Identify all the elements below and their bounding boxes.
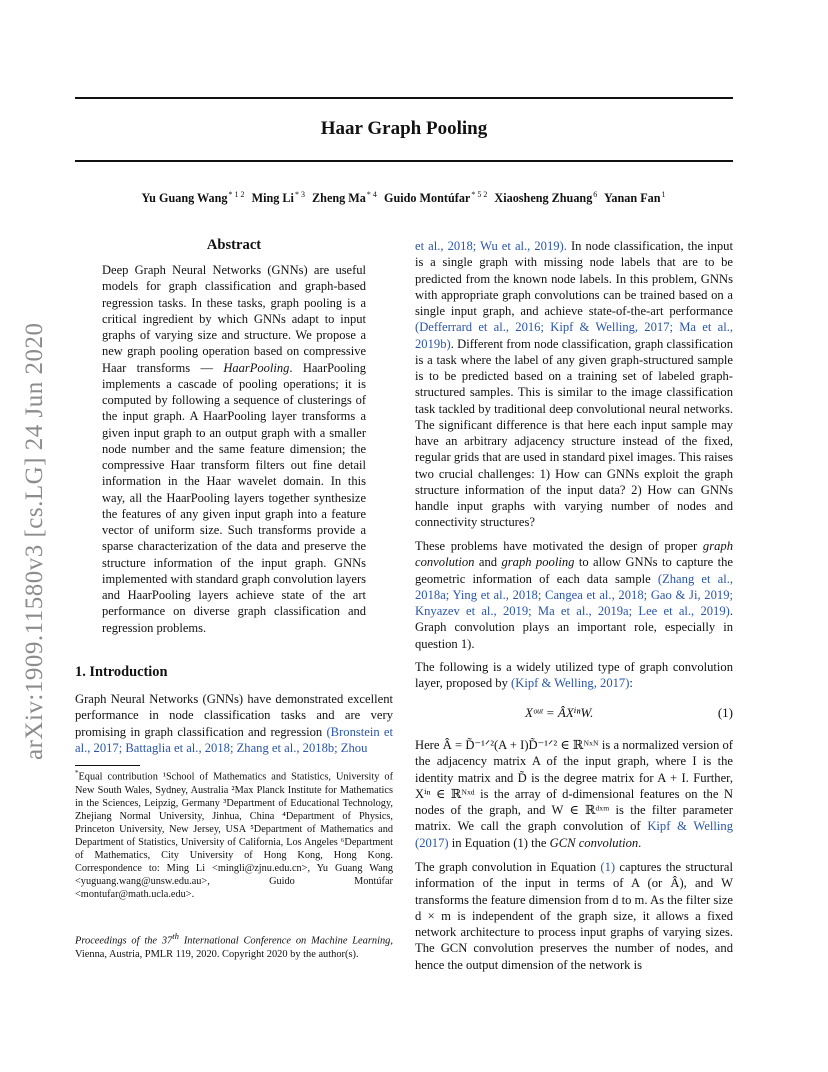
title-top-rule — [75, 97, 733, 99]
right-paragraph-1 — [415, 238, 733, 531]
right-paragraph-2 — [415, 538, 733, 652]
author-name: Zheng Ma — [312, 191, 366, 206]
emphasis: graph pooling — [501, 555, 575, 570]
proceedings-sup: th — [172, 931, 179, 941]
affiliation-footnote — [75, 767, 393, 901]
arxiv-stamp: arXiv:1909.11580v3 [cs.LG] 24 Jun 2020 — [21, 322, 48, 760]
abstract-emphasis: HaarPooling — [223, 360, 290, 375]
paragraph-text: : — [629, 676, 633, 691]
paragraph-text: in Equation (1) the — [448, 835, 550, 850]
footnote-text: Equal contribution ¹School of Mathematics and Statistics, University of New South Wales, Sydney, Australia ²Max Planck Institute for Mathematics in the Sciences, Leipzig, Germany ³Department of Educational Technology, Zhejiang Normal University, Jinhua, China ⁴Department of Physics, Princeton University, New Jersey, USA ⁵Department of Mathematics and Department of Statistics, University of California, Los Angeles ⁶Department of Mathematics, City University of Hong Kong, Hong Kong. Correspondence to: Ming Li <mingli@zjnu.edu.cn>, Yu Guang Wang <yuguang.wang@unsw.edu.au>, Guido Montúfar <montufar@math.ucla.edu>. — [75, 771, 393, 901]
paragraph-text: These problems have motivated the design of proper — [415, 539, 703, 553]
right-paragraph-4 — [415, 737, 733, 851]
emphasis: graph convolution — [415, 539, 733, 570]
author-name: Xiaosheng Zhuang — [494, 191, 593, 206]
equation-1 — [415, 705, 733, 725]
proceedings-note — [75, 930, 393, 961]
title-bottom-rule — [75, 160, 733, 162]
paragraph-text: Graph Neural Networks (GNNs) have demonstrated excellent performance in node classification tasks and are very promising in graph classification and regression — [75, 692, 393, 739]
equation-reference-link[interactable]: (1) — [600, 860, 616, 874]
section-heading-introduction: 1. Introduction — [75, 664, 168, 680]
emphasis: GCN convolution — [549, 835, 639, 850]
paragraph-text: . — [638, 835, 642, 850]
equation-number: (1) — [717, 705, 733, 720]
proceedings-text: International Conference on Machine Learning — [178, 935, 391, 947]
paragraph-text: In node classification, the input is a single graph with missing node labels that are to be predicted from the known node labels. In this problem, GNNs with appropriate graph convolutions can be trained based on a single input graph, and achieve state-of-the-art performance — [415, 239, 733, 318]
paragraph-text: . Graph convolution plays an important role, especially in question 1). — [415, 604, 733, 651]
paragraph-text: The following is a widely utilized type of graph convolution layer, proposed by — [415, 660, 733, 691]
introduction-paragraph — [75, 691, 393, 756]
author-affiliation-marks: * 4 — [366, 190, 377, 199]
right-paragraph-3 — [415, 659, 733, 692]
author-affiliation-marks: * 3 — [294, 190, 305, 199]
author-name: Yanan Fan — [603, 191, 661, 206]
citation-link[interactable]: (Defferrard et al., 2016; Kipf & Welling, 2017; Ma et al., 2019b) — [415, 320, 733, 351]
right-paragraph-5 — [415, 859, 733, 973]
abstract-text: Deep Graph Neural Networks (GNNs) are useful models for graph classification and graph-based regression tasks. In these tasks, graph pooling is a critical ingredient by which GNNs adapt to input graphs of varying size and structure. We propose a new graph pooling operation based on compressive Haar transforms — — [102, 263, 366, 375]
paragraph-text: to allow GNNs to capture the geometric information of each data sample — [415, 555, 733, 586]
author-affiliation-marks: 6 — [593, 190, 598, 199]
paragraph-text: . Different from node classification, graph classification is a task where the label of any given graph-structured sample is to be predicted based on a training set of labeled graph-structured samples. This is similar to the image classification task tackled by traditional deep convolutional neural networks. The significant difference is that here each input sample may have an arbitrary adjacency structure instead of the fixed, regular grids that are used in standard pixel images. This raises two crucial challenges: 1) How can GNNs exploit the graph structure information of the input data? 2) How can GNNs handle input graphs with varying number of nodes and connectivity structures? — [415, 336, 733, 530]
footnote-mark: * — [75, 769, 79, 777]
paper-title: Haar Graph Pooling — [320, 118, 488, 139]
citation-link[interactable]: et al., 2018; Wu et al., 2019). — [415, 239, 567, 253]
author-affiliation-marks: 1 — [661, 190, 666, 199]
abstract-heading: Abstract — [206, 237, 262, 253]
citation-link[interactable]: (Zhang et al., 2018a; Ying et al., 2018; Cangea et al., 2018; Gao & Ji, 2019; Knyazev et al., 2019; Ma et al., 2019a; Lee et al., 2019) — [415, 571, 734, 618]
author-affiliation-marks: * 1 2 — [228, 190, 245, 199]
citation-link[interactable]: (Kipf & Welling, 2017) — [511, 676, 630, 691]
proceedings-text: Proceedings of the 37 — [75, 935, 173, 947]
proceedings-text: , Vienna, Austria, PMLR 119, 2020. Copyright 2020 by the author(s). — [75, 935, 393, 960]
citation-link[interactable]: Kipf & Welling (2017) — [415, 819, 733, 850]
abstract-text: . HaarPooling implements a cascade of pooling operations; it is computed by following a sequence of clusterings of the input graph. A HaarPooling layer transforms a given input graph to an output graph with a smaller node number and the same feature dimension; the compressive Haar transform filters out fine detail information in the Haar wavelet domain. In this way, all the HaarPooling layers together synthesize the features of any given input graph into a feature vector of uniform size. Such transforms provide a sparse characterization of the data and preserve the structure information of the input graph. GNNs implemented with standard graph convolution layers and HaarPooling layers achieve state of the art performance on diverse graph classification and regression problems. — [102, 360, 366, 635]
author-name: Guido Montúfar — [383, 191, 471, 206]
author-name: Ming Li — [251, 191, 294, 206]
footnote-rule — [75, 765, 140, 766]
author-affiliation-marks: * 5 2 — [471, 190, 488, 199]
abstract-body — [102, 262, 366, 636]
paragraph-text: The graph convolution in Equation — [415, 860, 601, 874]
paragraph-text: and — [474, 555, 502, 570]
author-name: Yu Guang Wang — [141, 191, 228, 206]
citation-link[interactable]: (Bronstein et al., 2017; Battaglia et al., 2018; Zhang et al., 2018b; Zhou — [75, 724, 393, 755]
equation-body: Xᵒᵘᵗ = ÂXⁱⁿW. — [525, 705, 594, 720]
author-list — [75, 190, 733, 206]
paragraph-text: captures the structural information of the input in terms of A (or Â), and W transforms the feature dimension from d to m. As the filter size d × m is independent of the graph size, it allows a fixed network architecture to process input graphs of varying sizes. The GCN convolution preserves the number of nodes, and hence the output dimension of the network is — [415, 860, 733, 972]
paragraph-text: Here Â = D̃⁻¹ᐟ²(A + I)D̃⁻¹ᐟ² ∈ ℝᴺˣᴺ is a normalized version of the adjacency matrix A of the input graph, where I is the identity matrix and D̃ is the degree matrix for A + I. Further, Xⁱⁿ ∈ ℝᴺˣᵈ is the array of d-dimensional features on the N nodes of the graph, and W ∈ ℝᵈˣᵐ is the filter parameter matrix. We call the graph convolution of — [415, 738, 733, 834]
